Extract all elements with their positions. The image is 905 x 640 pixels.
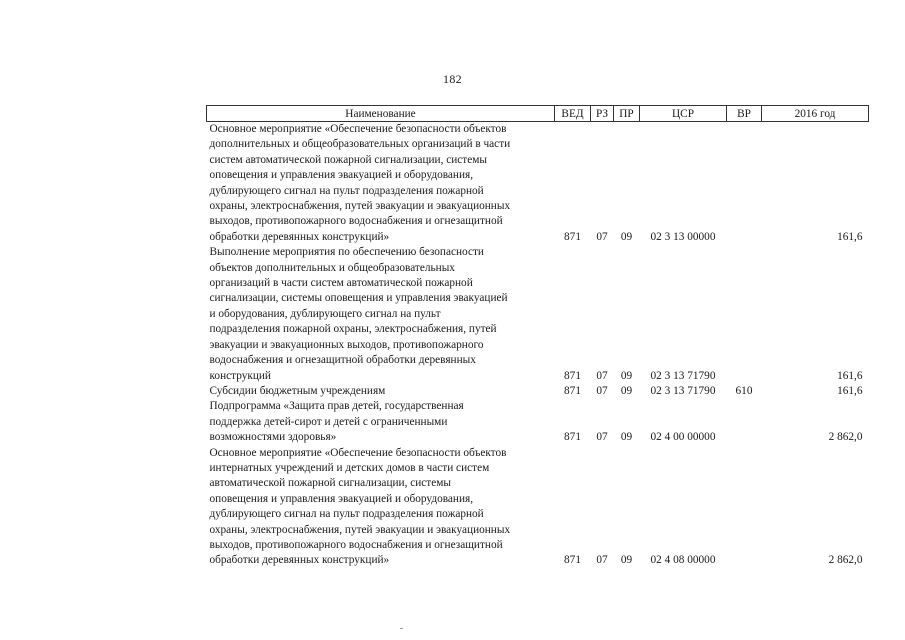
row-name-line: Подпрограмма «Защита прав детей, государственная <box>209 400 464 413</box>
row-name-line: интернатных учреждений и детских домов в части систем <box>209 461 490 474</box>
row-amount: 2 862,0 <box>828 554 863 567</box>
table-row <box>207 446 869 569</box>
row-ved: 871 <box>564 230 581 243</box>
row-name-line: обработки деревянных конструкций» <box>209 554 390 567</box>
row-name-line: дублирующего сигнал на пульт подразделения пожарной <box>209 184 484 197</box>
row-rz: 07 <box>596 230 608 243</box>
row-pr: 09 <box>620 369 633 382</box>
row-rz: 07 <box>596 554 608 567</box>
row-pr: 09 <box>620 230 633 243</box>
row-csr: 02 3 13 00000 <box>650 230 716 243</box>
row-vr <box>727 245 762 384</box>
row-name-line: эвакуации и эвакуационных выходов, противопожарного <box>209 338 484 351</box>
row-csr: 02 3 13 71790 <box>650 384 716 397</box>
row-pr: 09 <box>620 384 633 397</box>
row-pr: 09 <box>620 554 633 567</box>
row-name-line: сигнализации, системы оповещения и управления эвакуацией <box>209 292 508 305</box>
table-header <box>207 106 869 122</box>
row-amount: 161,6 <box>837 230 863 243</box>
row-name-line: Выполнение мероприятия по обеспечению безопасности <box>209 246 484 259</box>
row-name <box>207 384 555 399</box>
row-name <box>207 399 555 445</box>
row-name-line: Основное мероприятие «Обеспечение безопасности объектов <box>209 446 507 459</box>
header-vr: ВР <box>727 106 762 122</box>
row-vr: 610 <box>735 384 753 397</box>
row-vr <box>727 399 762 445</box>
row-name-line: выходов, противопожарного водоснабжения и огнезащитной <box>209 538 503 551</box>
row-name-line: выходов, противопожарного водоснабжения и огнезащитной <box>209 215 503 228</box>
row-name-line: водоснабжения и огнезащитной обработки деревянных <box>209 354 476 367</box>
row-rz: 07 <box>596 369 608 382</box>
row-name-line: объектов дополнительных и общеобразовательных <box>209 261 455 274</box>
row-csr: 02 4 08 00000 <box>650 554 716 567</box>
row-rz: 07 <box>596 384 608 397</box>
row-name-line: конструкций <box>209 369 271 382</box>
row-name-line: подразделения пожарной охраны, электроснабжения, путей <box>209 323 497 336</box>
row-vr <box>727 122 762 246</box>
row-name-line: охраны, электроснабжения, путей эвакуации и эвакуационных <box>209 523 511 536</box>
row-name-line: дублирующего сигнал на пульт подразделения пожарной <box>209 508 484 521</box>
row-name-line: охраны, электроснабжения, путей эвакуации и эвакуационных <box>209 200 511 213</box>
table-body <box>207 122 869 569</box>
row-pr: 09 <box>620 431 633 444</box>
row-name-line: поддержка детей-сирот и детей с ограниченными <box>209 415 448 428</box>
row-amount: 161,6 <box>837 369 863 382</box>
row-name-line: оповещения и управления эвакуацией и оборудования, <box>209 492 474 505</box>
header-pr: ПР <box>614 106 640 122</box>
row-ved: 871 <box>564 554 581 567</box>
row-ved: 871 <box>564 431 581 444</box>
table-row <box>207 384 869 399</box>
row-ved: 871 <box>564 384 581 397</box>
row-vr <box>727 446 762 569</box>
row-csr: 02 4 00 00000 <box>650 431 716 444</box>
header-name: Наименование <box>207 106 555 122</box>
table-row <box>207 122 869 246</box>
row-name-line: систем автоматической пожарной сигнализации, системы <box>209 153 487 166</box>
row-ved: 871 <box>564 369 581 382</box>
row-name <box>207 245 555 384</box>
row-name-line: и оборудования, дублирующего сигнал на пульт <box>209 307 441 320</box>
row-name-line: организаций в части систем автоматической пожарной <box>209 277 473 290</box>
row-name-line: возможностями здоровья» <box>209 431 337 444</box>
row-name-line: Основное мероприятие «Обеспечение безопасности объектов <box>209 123 507 135</box>
header-rz: РЗ <box>591 106 614 122</box>
row-name-line: обработки деревянных конструкций» <box>209 230 390 243</box>
header-year: 2016 год <box>762 106 869 122</box>
row-name-line: автоматической пожарной сигнализации, системы <box>209 477 451 490</box>
header-csr: ЦСР <box>640 106 727 122</box>
page-number: 182 <box>443 72 462 86</box>
row-rz: 07 <box>596 431 608 444</box>
row-amount: 2 862,0 <box>828 431 863 444</box>
budget-table <box>206 105 869 569</box>
header-ved: ВЕД <box>555 106 591 122</box>
row-name <box>207 446 555 569</box>
row-name-line: Субсидии бюджетным учреждениям <box>209 384 386 397</box>
row-name-line: оповещения и управления эвакуацией и оборудования, <box>209 169 474 182</box>
row-name-line: дополнительных и общеобразовательных организаций в части <box>209 138 511 151</box>
table-row <box>207 399 869 445</box>
row-csr: 02 3 13 71790 <box>650 369 716 382</box>
table-row <box>207 245 869 384</box>
row-amount: 161,6 <box>837 384 863 397</box>
row-name <box>207 122 555 246</box>
scan-speck <box>400 628 403 629</box>
